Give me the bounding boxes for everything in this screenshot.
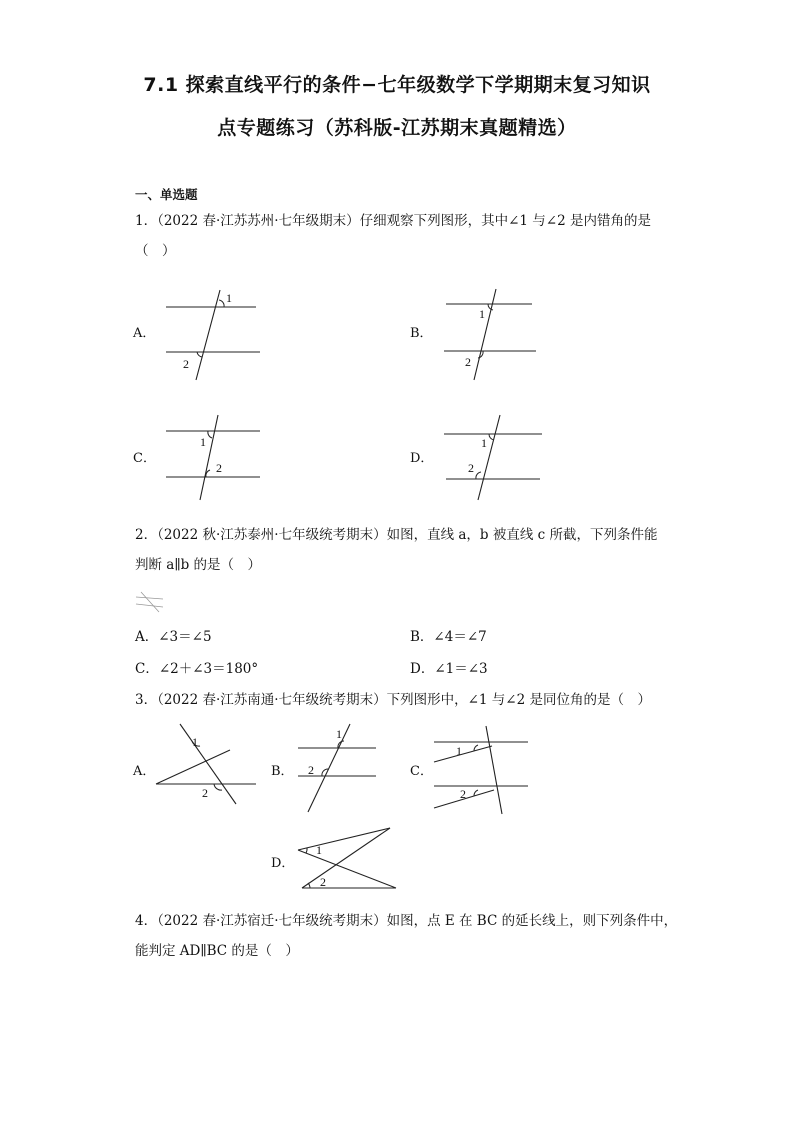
q3d-angle-2-label: 2 <box>320 875 326 889</box>
q4-stem-line1: 4．（2022 春·江苏宿迁·七年级统考期末）如图，点 E 在 BC 的延长线上，则下列条件中， <box>135 913 678 929</box>
q3b-angle-2-label: 2 <box>308 763 314 777</box>
section-heading: 一、单选题 <box>135 187 198 202</box>
q1c-angle-2-label: 2 <box>216 461 222 475</box>
q3-stem: 3．（2022 春·江苏南通·七年级统考期末）下列图形中，∠1 与∠2 是同位角的是（ ） <box>135 692 651 708</box>
q1-figure-c <box>160 412 270 502</box>
q3c-angle-2-label: 2 <box>460 787 466 801</box>
q2-option-c[interactable]: C．∠2＋∠3＝180° <box>135 661 259 677</box>
q3-figure-d <box>292 824 402 894</box>
q1-option-d-label[interactable]: D． <box>410 451 434 466</box>
q1a-angle-1-label: 1 <box>226 291 232 305</box>
q2-option-a[interactable]: A．∠3＝∠5 <box>135 629 212 645</box>
q3a-angle-1-label: 1 <box>192 735 198 749</box>
q1b-angle-1-label: 1 <box>479 307 485 321</box>
q3-option-d-label[interactable]: D． <box>271 856 295 871</box>
q1-figure-d <box>440 412 550 502</box>
q1d-angle-2-label: 2 <box>468 461 474 475</box>
q1a-angle-2-label: 2 <box>183 357 189 371</box>
q1-option-c-label[interactable]: C． <box>133 451 156 466</box>
q2-stem-line2: 判断 a∥b 的是（ ） <box>135 557 262 573</box>
q3-option-b-label[interactable]: B． <box>271 764 294 779</box>
q3-option-a-label[interactable]: A． <box>133 764 156 779</box>
q2-option-d[interactable]: D．∠1＝∠3 <box>410 661 488 677</box>
page-title-line2: 点专题练习（苏科版-江苏期末真题精选） <box>217 117 577 139</box>
q1c-angle-1-label: 1 <box>200 435 206 449</box>
page-title-line1: 7.1 探索直线平行的条件−七年级数学下学期期末复习知识 <box>143 74 651 96</box>
q3a-angle-2-label: 2 <box>202 786 208 800</box>
q2-small-figure <box>135 590 165 614</box>
q4-stem-line2: 能判定 AD∥BC 的是（ ） <box>135 943 299 959</box>
q1-figure-a <box>160 286 270 381</box>
q3b-angle-1-label: 1 <box>336 727 342 741</box>
q1b-angle-2-label: 2 <box>465 355 471 369</box>
q3-figure-c <box>432 718 532 814</box>
q1-answer-paren: （ ） <box>135 243 176 259</box>
q1-option-b-label[interactable]: B． <box>410 326 433 341</box>
q3c-angle-1-label: 1 <box>456 744 462 758</box>
q2-stem-line1: 2．（2022 秋·江苏泰州·七年级统考期末）如图，直线 a，b 被直线 c 所截，下列条件能 <box>135 527 658 543</box>
q3-figure-b <box>292 722 382 814</box>
q3-option-c-label[interactable]: C． <box>410 764 433 779</box>
q3-figure-a <box>152 720 262 810</box>
q1-option-a-label[interactable]: A． <box>133 326 156 341</box>
q2-option-b[interactable]: B．∠4＝∠7 <box>410 629 487 645</box>
q1-figure-b <box>440 286 550 381</box>
q3d-angle-1-label: 1 <box>316 843 322 857</box>
q1d-angle-1-label: 1 <box>481 436 487 450</box>
q1-stem: 1．（2022 春·江苏苏州·七年级期末）仔细观察下列图形，其中∠1 与∠2 是内错角的是 <box>135 213 651 229</box>
